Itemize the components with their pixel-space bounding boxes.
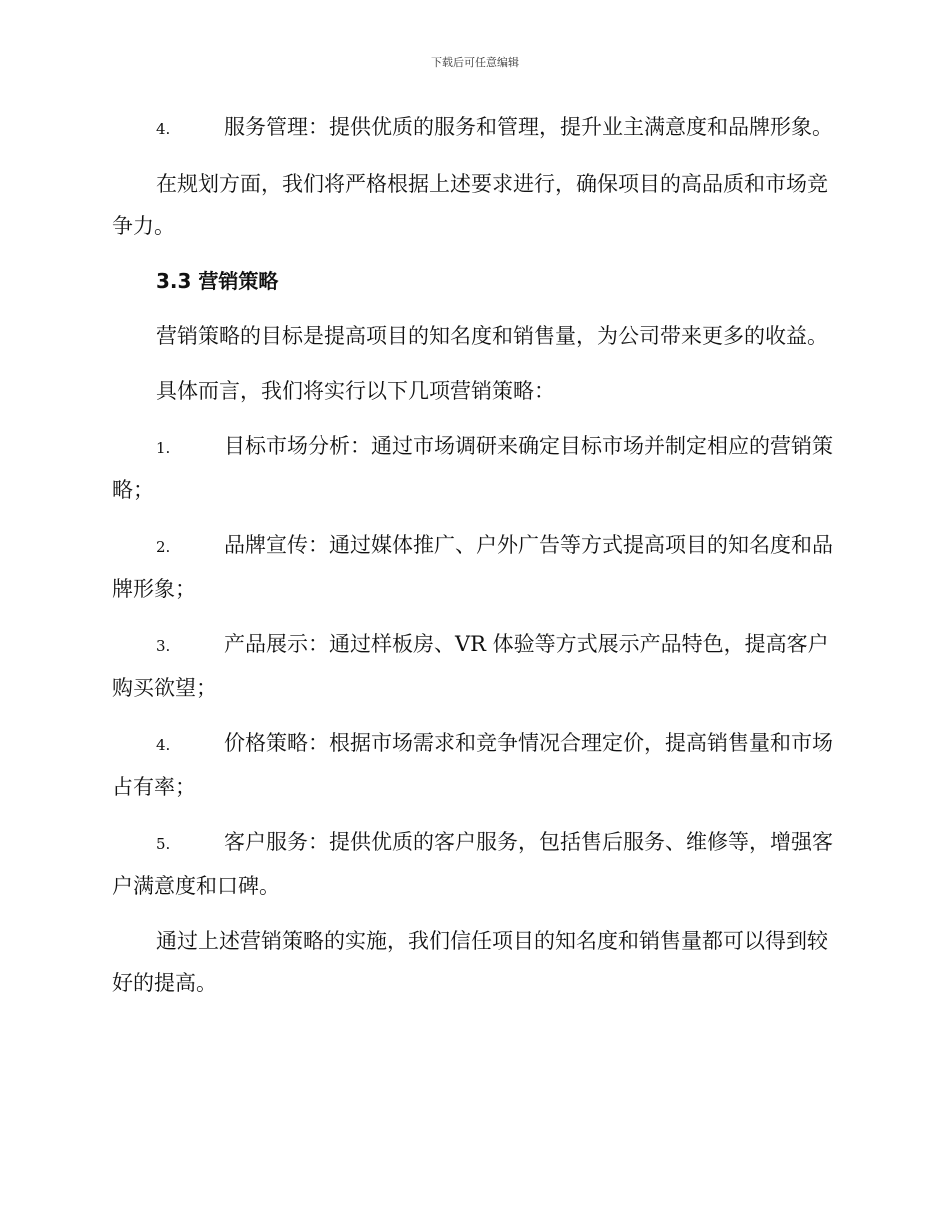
list-item-text: 客户服务：提供优质的客户服务，包括售后服务、维修等，增强客户满意度和口碑。 [112,830,833,898]
list-item [112,821,836,907]
list-item-text: 价格策略：根据市场需求和竞争情况合理定价，提高销售量和市场占有率； [112,731,833,799]
page-header: 下载后可任意编辑 [431,56,519,69]
paragraph-planning: 在规划方面，我们将严格根据上述要求进行，确保项目的高品质和市场竞争力。 [112,172,828,238]
list-number: 1. [156,439,171,457]
list-item [112,425,836,511]
list-item [112,623,836,709]
list-number: 3. [156,637,171,655]
list-item-text: 服务管理：提供优质的服务和管理，提升业主满意度和品牌形象。 [224,115,833,139]
list-item-service-management [112,106,836,150]
paragraph-strategy-intro: 具体而言，我们将实行以下几项营销策略： [156,379,555,403]
paragraph-conclusion: 通过上述营销策略的实施，我们信任项目的知名度和销售量都可以得到较好的提高。 [112,929,828,995]
paragraph-marketing-goal: 营销策略的目标是提高项目的知名度和销售量，为公司带来更多的收益。 [156,324,828,348]
list-item-text: 目标市场分析：通过市场调研来确定目标市场并制定相应的营销策略； [112,434,833,502]
list-item-text: 品牌宣传：通过媒体推广、户外广告等方式提高项目的知名度和品牌形象； [112,533,833,601]
list-number: 4. [156,120,171,138]
list-item-text: 产品展示：通过样板房、VR 体验等方式展示产品特色，提高客户购买欲望； [112,632,829,700]
section-heading: 3.3 营销策略 [156,269,279,293]
list-number: 4. [156,736,171,754]
document-body [112,106,836,1017]
list-number: 5. [156,835,171,853]
list-item [112,722,836,808]
list-item [112,524,836,610]
list-number: 2. [156,538,171,556]
